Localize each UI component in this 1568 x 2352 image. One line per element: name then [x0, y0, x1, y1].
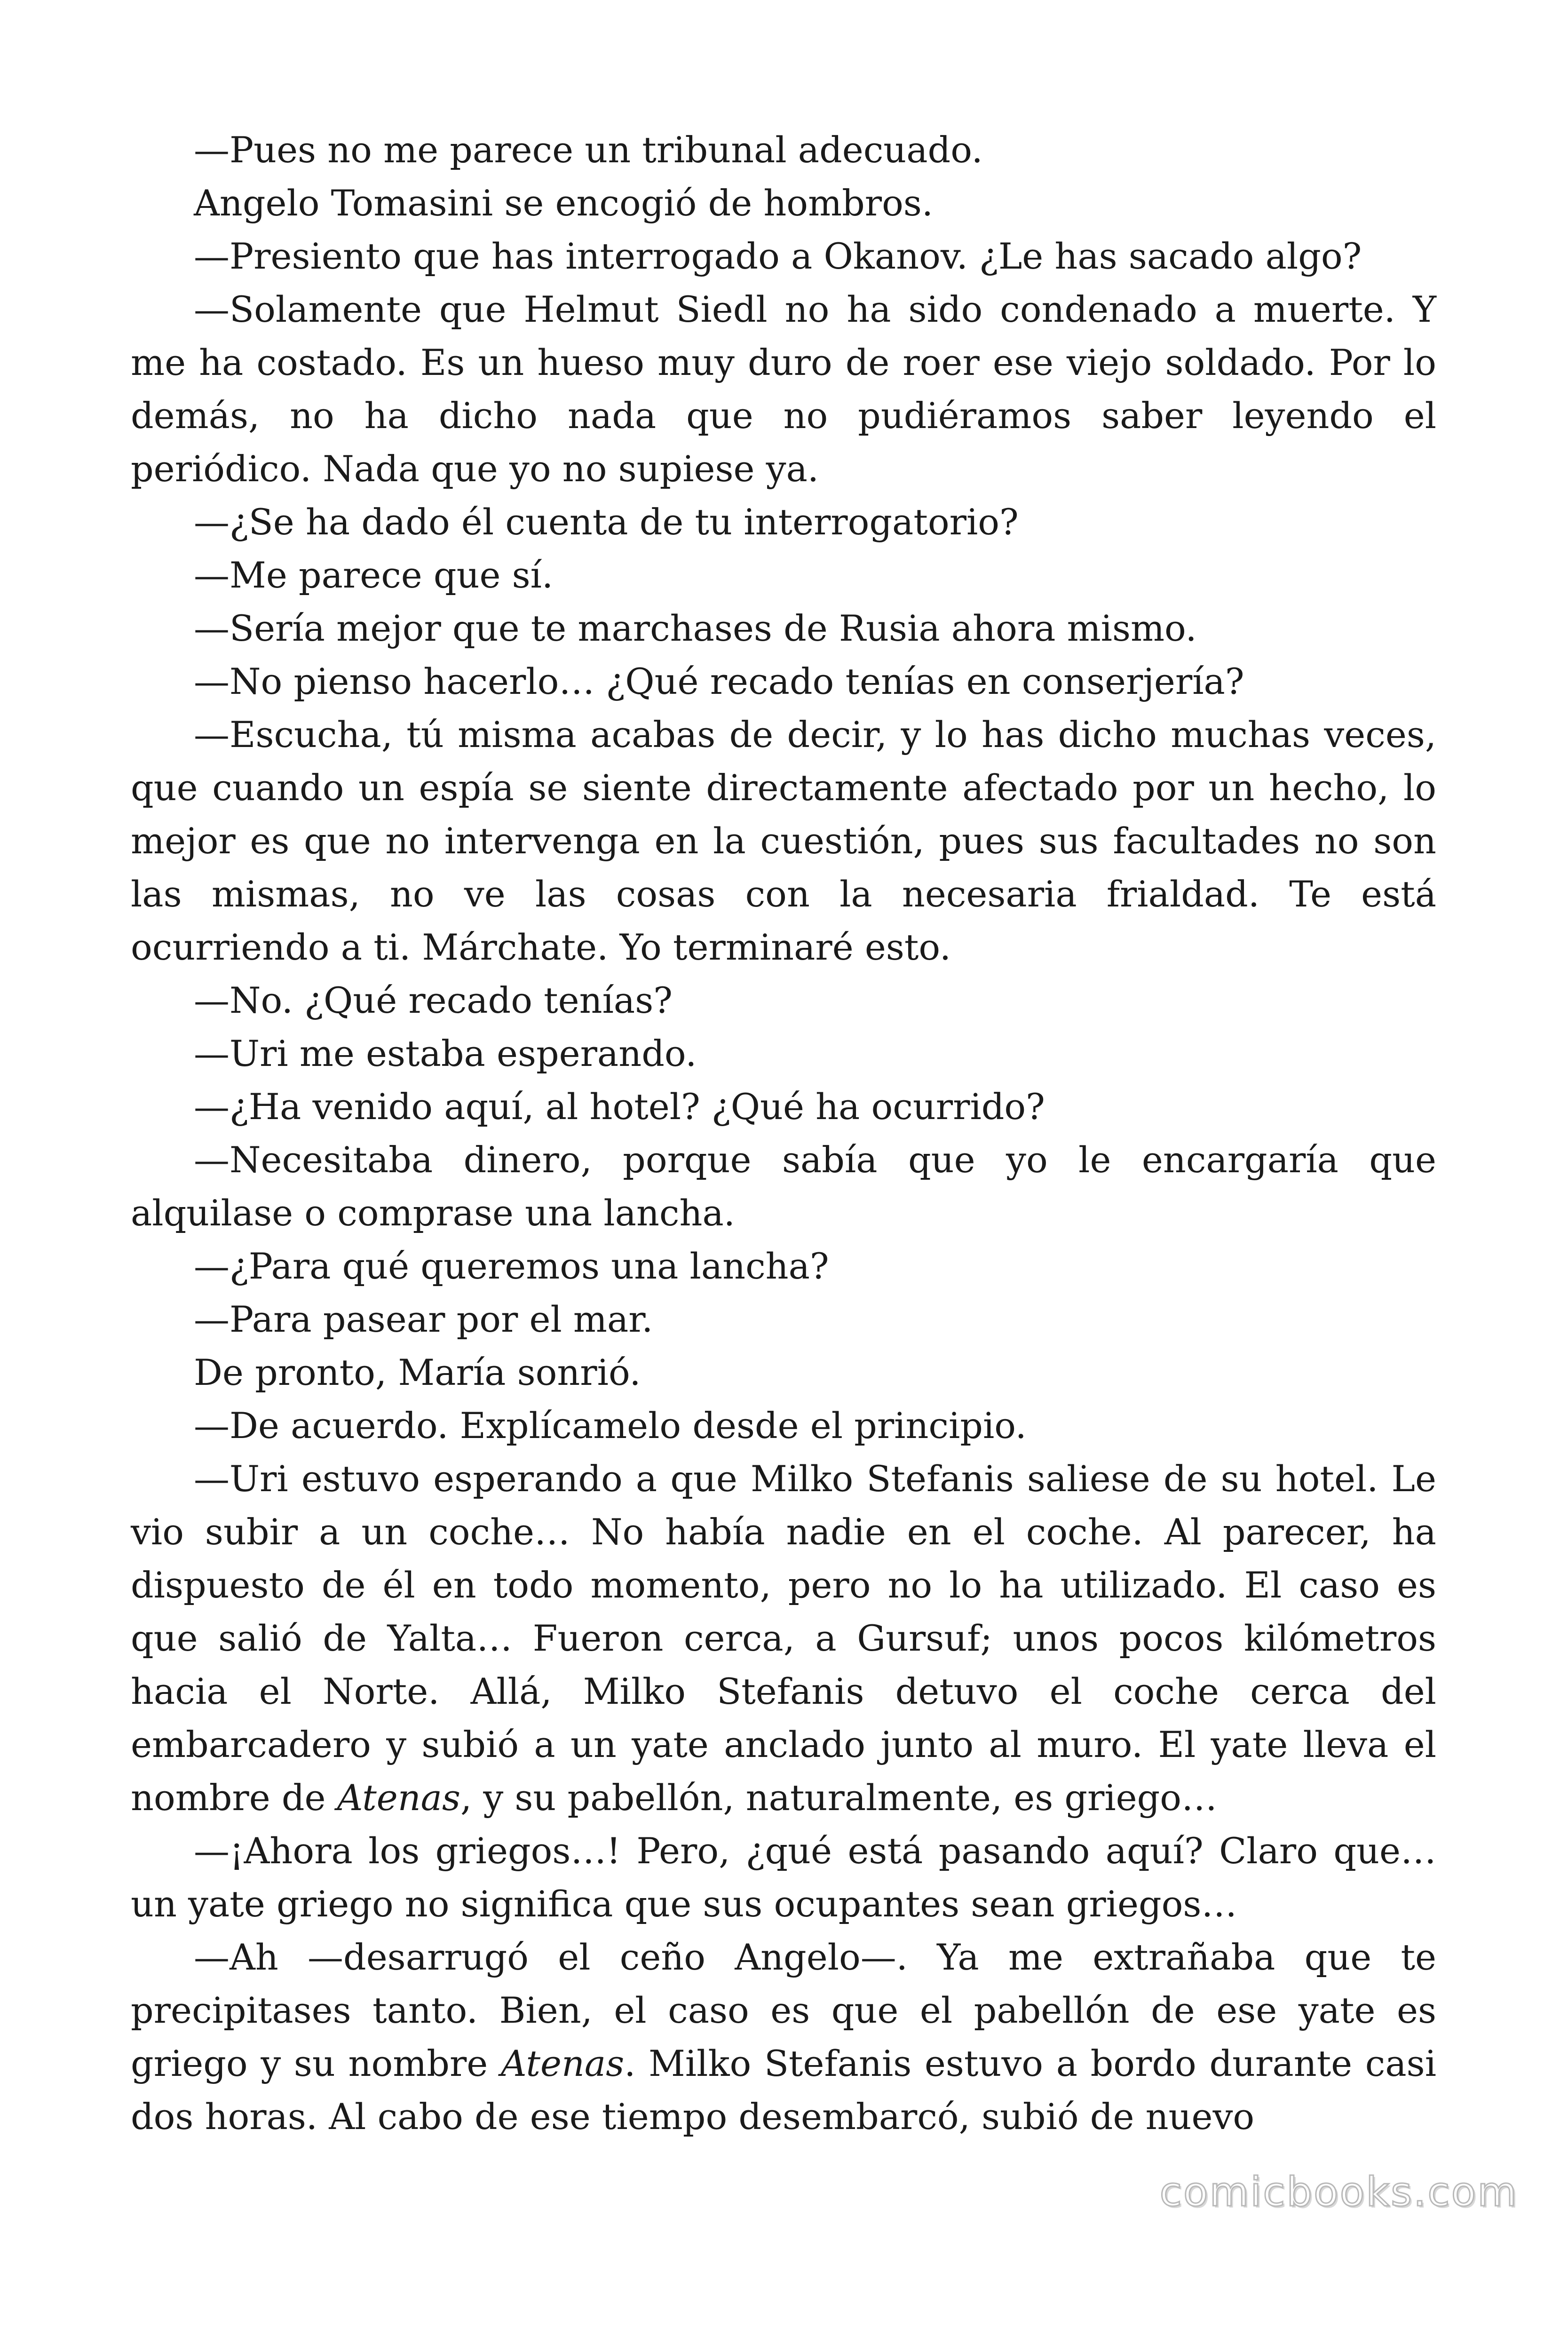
paragraph-text: —Ah —desarrugó el ceño Angelo—. Ya me extrañaba que te precipitases tanto. Bien, el caso es que el pabellón de ese yate es griego y su nombre: [131, 1936, 1436, 2084]
paragraph-text: Angelo Tomasini se encogió de hombros.: [194, 182, 934, 224]
paragraph-1: [131, 123, 1436, 176]
paragraph-text: —No. ¿Qué recado tenías?: [194, 979, 673, 1021]
paragraph-text: —Presiento que has interrogado a Okanov. ¿Le has sacado algo?: [194, 235, 1362, 277]
paragraph-11: [131, 1027, 1436, 1080]
paragraph-text: . Milko Stefanis estuvo a bordo durante casi dos horas. Al cabo de ese tiempo desembarcó, subió de nuevo: [131, 2042, 1436, 2137]
paragraph-15: [131, 1293, 1436, 1346]
paragraph-text: , y su pabellón, naturalmente, es griego…: [460, 1777, 1218, 1819]
paragraph-text: —Solamente que Helmut Siedl no ha sido condenado a muerte. Y me ha costado. Es un hueso muy duro de roer ese viejo soldado. Por lo demás, no ha dicho nada que no pudiéramos saber leyendo el periódico. Nada que yo no supiese ya.: [131, 288, 1436, 490]
paragraph-3: [131, 230, 1436, 283]
paragraph-20: [131, 1931, 1436, 2143]
paragraph-19: [131, 1824, 1436, 1931]
paragraph-text: —De acuerdo. Explícamelo desde el principio.: [194, 1405, 1027, 1446]
paragraph-text: —Uri estuvo esperando a que Milko Stefanis saliese de su hotel. Le vio subir a un coche… No había nadie en el coche. Al parecer, ha dispuesto de él en todo momento, pero no lo ha utilizado. El caso es que salió de Yalta… Fueron cerca, a Gursuf; unos pocos kilómetros hacia el Norte. Allá, Milko Stefanis detuvo el coche cerca del embarcadero y subió a un yate anclado junto al muro. El yate lleva el nombre de: [131, 1458, 1436, 1819]
paragraph-10: [131, 974, 1436, 1027]
paragraph-14: [131, 1240, 1436, 1293]
paragraph-8: [131, 655, 1436, 708]
paragraph-6: [131, 548, 1436, 602]
paragraph-text: —Necesitaba dinero, porque sabía que yo le encargaría que alquilase o comprase una lancha.: [131, 1139, 1436, 1234]
paragraph-text: —¿Para qué queremos una lancha?: [194, 1245, 829, 1287]
paragraph-12: [131, 1080, 1436, 1133]
paragraph-16: [131, 1346, 1436, 1399]
paragraph-text: —Escucha, tú misma acabas de decir, y lo has dicho muchas veces, que cuando un espía se siente directamente afectado por un hecho, lo mejor es que no intervenga en la cuestión, pues sus facultades no son las mismas, no ve las cosas con la necesaria frialdad. Te está ocurriendo a ti. Márchate. Yo terminaré esto.: [131, 714, 1436, 968]
paragraph-18: [131, 1452, 1436, 1824]
paragraph-text: —¡Ahora los griegos…! Pero, ¿qué está pasando aquí? Claro que… un yate griego no significa que sus ocupantes sean griegos…: [131, 1830, 1436, 1925]
paragraph-text: —Para pasear por el mar.: [194, 1298, 653, 1340]
paragraph-9: [131, 708, 1436, 974]
paragraph-2: [131, 176, 1436, 230]
yacht-name-italic: Atenas: [337, 1777, 460, 1819]
paragraph-13: [131, 1133, 1436, 1240]
paragraph-5: [131, 495, 1436, 548]
yacht-name-italic: Atenas: [500, 2042, 625, 2084]
paragraph-4: [131, 283, 1436, 495]
watermark: comicbooks.com: [1159, 2169, 1518, 2216]
paragraph-text: —¿Se ha dado él cuenta de tu interrogatorio?: [194, 501, 1019, 543]
paragraph-text: —Sería mejor que te marchases de Rusia ahora mismo.: [194, 607, 1197, 649]
text-column: [131, 123, 1436, 2143]
paragraph-text: —No pienso hacerlo… ¿Qué recado tenías en conserjería?: [194, 660, 1244, 702]
paragraph-7: [131, 602, 1436, 655]
paragraph-text: —¿Ha venido aquí, al hotel? ¿Qué ha ocurrido?: [194, 1086, 1045, 1128]
paragraph-text: —Me parece que sí.: [194, 554, 554, 596]
paragraph-text: —Pues no me parece un tribunal adecuado.: [194, 129, 983, 171]
paragraph-text: —Uri me estaba esperando.: [194, 1033, 697, 1074]
paragraph-17: [131, 1399, 1436, 1452]
paragraph-text: De pronto, María sonrió.: [194, 1351, 641, 1393]
